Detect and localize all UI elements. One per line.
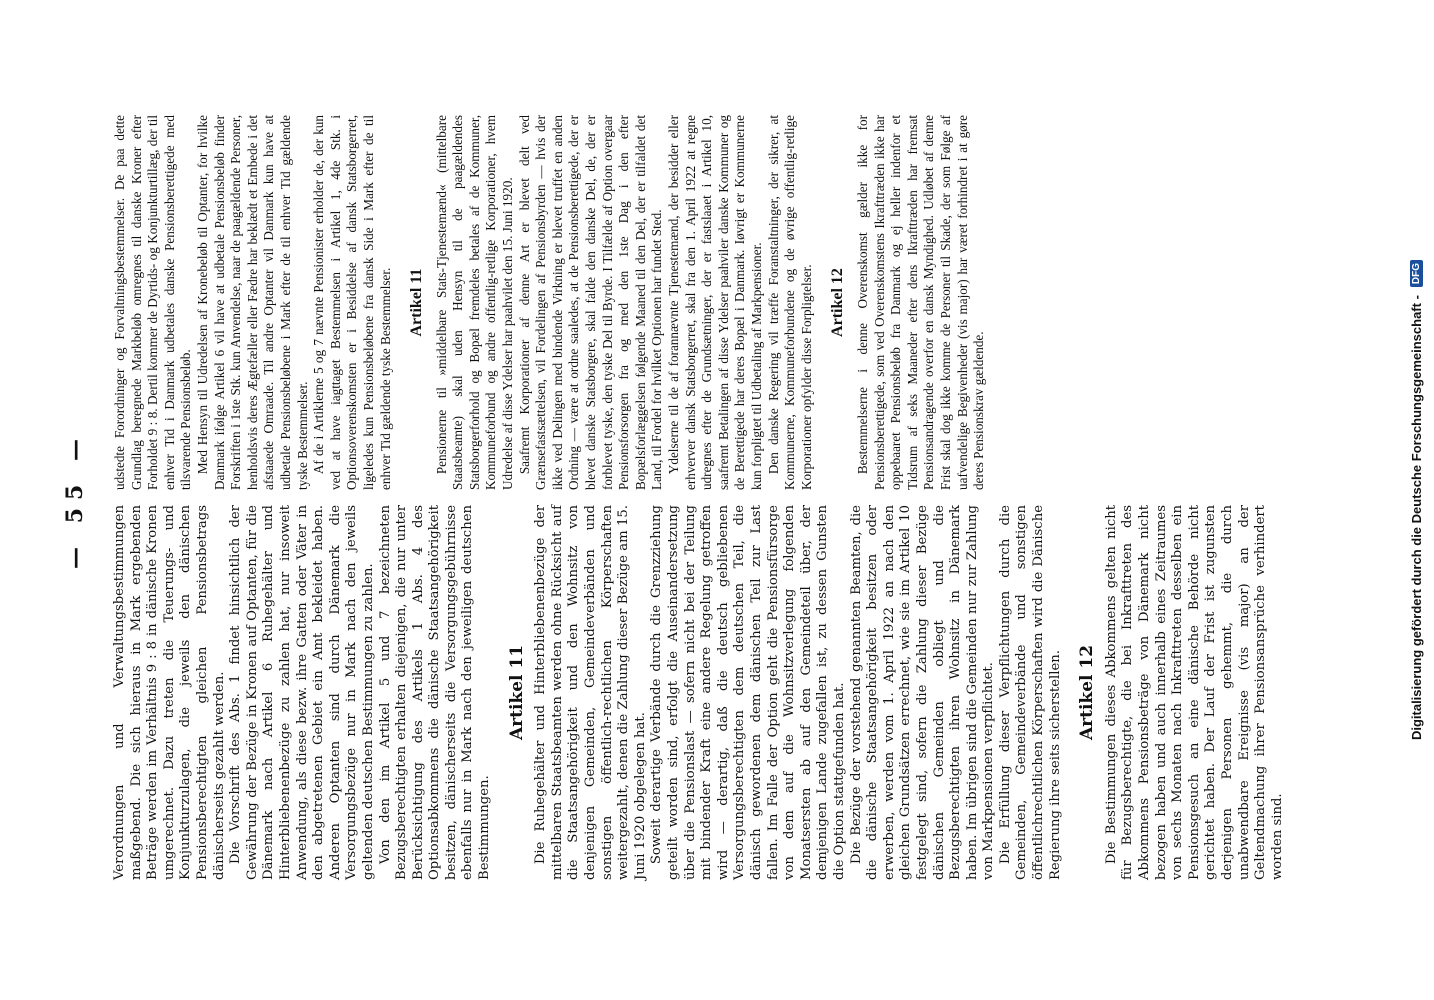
digitization-note bbox=[1398, 0, 1434, 1000]
dfg-logo: DFG bbox=[1410, 260, 1423, 287]
german-paragraph: Die Bezüge der vorstehend genannten Beamten, die die dänische Staatsangehörigkeit besitzen oder erwerben, werden vom 1. April 1922 an nach den gleichen Grundsätzen errechnet, wie sie im Artikel 10 festgelegt sind, sofern die Zahlung dieser Bezüge dänischen Gemeinden obliegt und die Bezugsberechtigten ihren Wohnsitz in Dänemark haben. Im übrigen sind die Gemeinden nur zur Zahlung von Markpensionen verpflichtet. bbox=[848, 505, 997, 880]
article-11-heading-de: Artikel 11 bbox=[506, 644, 527, 741]
german-paragraph: Soweit derartige Verbände durch die Grenzziehung geteilt worden sind, erfolgt die Auseinandersetzung über die Pensionslast — sofern nicht bei der Teilung mit bindender Kraft eine andere Regelung getroffen wird — derartig, daß die deutsch gebliebenen Versorgungsberechtigten dem deutschen Teil, die dänisch gewordenen dem dänischen Teil zur Last fallen. Im Falle der Option geht die Pensionsfürsorge von dem auf die Wohnsitzverlegung folgenden Monatsersten ab auf den Gemeindeteil über, der demjenigen Lande zugefallen ist, zu dessen Gunsten die Option stattgefunden hat. bbox=[649, 505, 847, 880]
danish-paragraph: udstedte Forordninger og Forvaltningsbestemmelser. De paa dette Grundlag beregnede Markbeløb omregnes til danske Kroner efter Forholdet 9 : 8. Dertil kommer de Dyrtids- og Konjunkturtillæg, der til enhver Tid i Danmark udbetales danske Pensionsberettigede med tilsvarende Pensionsbeløb. bbox=[112, 115, 194, 490]
danish-paragraph: Pensionerne til »middelbare Stats-Tjenestemænd« (mittelbare Staatsbeamte) skal uden Hensyn til de paagældendes Statsborgerforhold og Bopæl fremdeles betales af de Kommuner, Kommuneforbund og andre offentlig-retlige Korporationer, hvem Udredelse af disse Ydelser har paahvilet den 15. Juni 1920. bbox=[433, 115, 516, 490]
danish-column bbox=[112, 115, 988, 490]
danish-paragraph: Ydelserne til de af forannævnte Tjenestemænd, der besidder eller erhverver dansk Statsborgerret, skal fra den 1. April 1922 at regne udregnes efter de Grundsætninger, der er fastslaaet i Artikel 10, saafremt Betalingen af disse Ydelser paahviler danske Kommuner og de Berettigede har deres Bopæl i Danmark. Iøvrigt er Kommunerne kun forpligtet til Udbetaling af Markpensioner. bbox=[666, 115, 764, 490]
german-paragraph: Die Bestimmungen dieses Abkommens gelten nicht für Bezugsberechtigte, die bei Inkrafttreten des Abkommens Pensionsbeträge von Dänemark nicht bezogen haben und auch innerhalb eines Zeitraumes von sechs Monaten nach Inkrafttreten desselben ein Pensionsgesuch an eine dänische Behörde nicht gerichtet haben. Der Lauf der Frist ist zugunsten derjenigen Personen gehemmt, die durch unabwendbare Ereignisse (vis major) an der Geltendmachung ihrer Pensionsansprüche verhindert worden sind. bbox=[1103, 505, 1285, 880]
german-paragraph: Verordnungen und Verwaltungsbestimmungen maßgebend. Die sich hieraus in Mark ergebenden Beträge werden im Verhältnis 9 : 8 in dänische Kronen umgerechnet. Dazu treten die Teuerungs- und Konjunkturzulagen, die jeweils den dänischen Pensionsberechtigten gleichen Pensionsbetrags dänischerseits gezahlt werden. bbox=[112, 505, 227, 880]
german-paragraph: Die Erfüllung dieser Verpflichtungen durch die Gemeinden, Gemeindeverbände und sonstigen öffentlichrechtlichen Körperschaften wird die Dänische Regierung ihre seits sicherstellen. bbox=[997, 505, 1063, 880]
page-number: — 55 — bbox=[62, 431, 88, 569]
german-column bbox=[112, 505, 1286, 880]
german-paragraph: Von den im Artikel 5 und 7 bezeichneten Bezugsberechtigten erhalten diejenigen, die nur unter Berücksichtigung des Artikels 1 Abs. 4 des Optionsabkommens die dänische Staatsangehörigkeit besitzen, dänischerseits die Versorgungsgebührnisse ebenfalls nur in Mark nach den jeweiligen deutschen Bestimmungen. bbox=[377, 505, 493, 880]
danish-paragraph: Den danske Regering vil træffe Foranstaltninger, der sikrer, at Kommunerne, Kommuneforbundene og de øvrige offentlig-retlige Korporationer opfylder disse Forpligtelser. bbox=[765, 115, 814, 490]
danish-paragraph: Bestemmelserne i denne Overenskomst gælder ikke for Pensionsberettigede, som ved Overenskomstens Ikrafttræden ikke har oppebaaret Pensionsbeløb fra Danmark og ej heller indenfor et Tidsrum af seks Maaneder efter dens Ikrafttræden har fremsat Pensionsandragende overfor en dansk Myndighed. Udløbet af denne Frist skal dog ikke komme de Personer til Skade, der som Følge af uafvendelige Begivenheder (vis major) har været forhindret i at gøre deres Pensionskrav gældende. bbox=[854, 115, 987, 490]
danish-paragraph: Saafremt Korporationer af denne Art er blevet delt ved Grænsefastsættelsen, vil Fordelingen af Pensionsbyrden — hvis der ikke ved Delingen med bindende Virkning er blevet truffet en anden Ordning — være at ordne saaledes, at de Pensionsberettigede, der er blevet danske Statsborgere, skal falde den danske Del, de, der er forblevet tyske, den tyske Del til Byrde. I Tilfælde af Option overgaar Pensionsforsorgen fra og med den 1ste Dag i den efter Bopælsforlæggelsen følgende Maaned til den Del, der er tilfaldet det Land, til Fordel for hvilket Optionen har fundet Sted. bbox=[516, 115, 665, 490]
danish-paragraph: Med Hensyn til Udredelsen af Kronebeløb til Optanter, for hvilke Danmark ifølge Artikel 6 vil have at udbetale Pensionsbeløb finder Forskriften i 1ste Stk. kun Anvendelse, naar de paagældende Personer, henholdsvis deres Ægtefæller eller Fædre har beklædt et Embede i det afstaaede Omraade. Til andre Optanter vil Danmark kun have at udbetale Pensionsbeløbene i Mark efter de til enhver Tid gældende tyske Bestemmelser. bbox=[194, 115, 310, 490]
digitization-text: Digitalisierung gefördert durch die Deutsche Forschungsgemeinschaft - bbox=[1408, 295, 1424, 741]
german-paragraph: Die Vorschrift des Abs. 1 findet hinsichtlich der Gewährung der Bezüge in Kronen auf Optanten, für die Dänemark nach Artikel 6 Ruhegehälter und Hinterbliebenenbezüge zu zahlen hat, nur insoweit Anwendung, als diese bezw. ihre Gatten oder Väter in den abgetretenen Gebiet ein Amt bekleidet haben. Anderen Optanten sind durch Dänemark die Versorgungsbezüge nur in Mark nach den jeweils geltenden deutschen Bestimmungen zu zahlen. bbox=[228, 505, 376, 880]
article-11-heading-da: Artikel 11 bbox=[408, 268, 426, 337]
danish-paragraph: Af de i Artiklerne 5 og 7 nævnte Pensionister erholder de, der kun ved at have iagttaget Bestemmelsen i Artikel 1, 4de Stk. i Optionsoverenskomsten er i Besiddelse af dansk Statsborgerret, ligeledes kun Pensionsbeløbene fra dansk Side i Mark efter de til enhver Tid gældende tyske Bestemmelser. bbox=[311, 115, 393, 490]
german-paragraph: Die Ruhegehälter und Hinterbliebenenbezüge der mittelbaren Staatsbeamten werden ohne Rücksicht auf die Staatsangehörigkeit und den Wohnsitz von denjenigen Gemeinden, Gemeindeverbänden und sonstigen öffentlich-rechtlichen Körperschaften weitergezahlt, denen die Zahlung dieser Bezüge am 15. Juni 1920 obgelegen hat. bbox=[533, 505, 648, 880]
article-12-heading-de: Artikel 12 bbox=[1077, 644, 1098, 741]
article-12-heading-da: Artikel 12 bbox=[829, 268, 847, 337]
